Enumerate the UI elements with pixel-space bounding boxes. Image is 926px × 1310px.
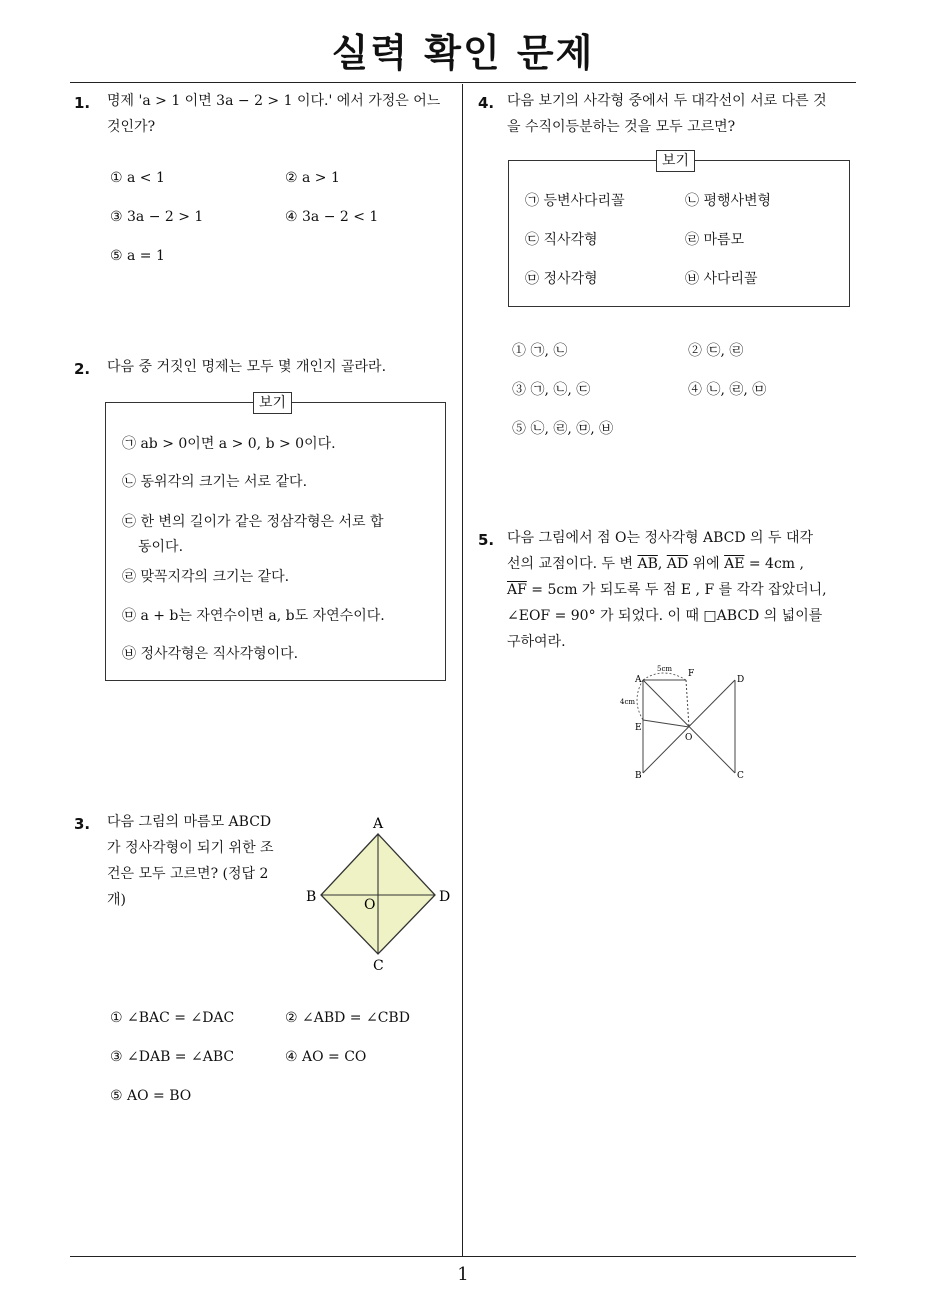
q1-choice-1[interactable]: ① a < 1: [110, 170, 165, 186]
bottom-rule: [70, 1256, 856, 1257]
q4-choice-3[interactable]: ③ ㉠, ㉡, ㉢: [512, 382, 591, 398]
q1-text-line2: 것인가?: [107, 119, 156, 135]
top-rule: [70, 82, 856, 83]
q1-text-line1: 명제 'a > 1 이면 3a − 2 > 1 이다.' 에서 가정은 어느: [107, 93, 441, 109]
label-d: D: [737, 675, 745, 685]
q2-number: 2.: [74, 360, 91, 378]
q2-bogi-item-6: ㉥ 정사각형은 직사각형이다.: [122, 646, 299, 662]
label-b: B: [635, 771, 642, 781]
q1-choice-5[interactable]: ⑤ a = 1: [110, 248, 165, 264]
q3-text-line2: 가 정사각형이 되기 위한 조: [107, 840, 274, 856]
label-o: O: [364, 897, 376, 913]
q4-text-line2: 을 수직이등분하는 것을 모두 고르면?: [507, 119, 736, 135]
page-number: 1: [457, 1264, 469, 1285]
q1-number: 1.: [74, 94, 91, 112]
q4-choice-2[interactable]: ② ㉢, ㉣: [688, 343, 744, 359]
q1-choice-4[interactable]: ④ 3a − 2 < 1: [285, 209, 379, 225]
q3-text-line3: 건은 모두 고르면? (정답 2: [107, 866, 269, 882]
q4-bogi-item-3: ㉢ 직사각형: [525, 232, 598, 248]
q2-bogi-item-3-cont: 동이다.: [138, 539, 184, 555]
label-c: C: [373, 958, 384, 974]
q4-bogi-label: 보기: [656, 150, 695, 172]
segment-af: $\overline{AF}$: [507, 582, 527, 598]
q3-text-line1: 다음 그림의 마름모 ABCD: [107, 814, 272, 830]
q4-choice-4[interactable]: ④ ㉡, ㉣, ㉤: [688, 382, 767, 398]
segment-eo: [643, 720, 689, 727]
label-f: F: [688, 669, 695, 679]
q5-text-line2: [507, 551, 804, 577]
q3-text-line4: 개): [107, 892, 126, 908]
label-e: E: [635, 723, 642, 733]
q4-choice-5[interactable]: ⑤ ㉡, ㉣, ㉤, ㉥: [512, 421, 614, 437]
q4-bogi-item-4: ㉣ 마름모: [685, 232, 745, 248]
segment-ae: $\overline{AE}$: [724, 556, 745, 572]
q5-line2-c: = 4cm ,: [748, 556, 804, 572]
q1-choice-2[interactable]: ② a > 1: [285, 170, 340, 186]
q3-choice-4[interactable]: ④ AO = CO: [285, 1049, 367, 1065]
q1-choice-3[interactable]: ③ 3a − 2 > 1: [110, 209, 204, 225]
q2-bogi-item-5: ㉤ a + b는 자연수이면 a, b도 자연수이다.: [122, 608, 385, 624]
q5-number: 5.: [478, 531, 495, 549]
q5-square-diagram: [615, 660, 755, 785]
q4-bogi-item-5: ㉤ 정사각형: [525, 271, 598, 287]
segment-ab: $\overline{AB}$: [637, 556, 658, 572]
q5-line3-b: = 5cm 가 되도록 두 점 E , F 를 각각 잡았더니,: [531, 582, 827, 598]
q4-number: 4.: [478, 94, 495, 112]
q5-sep: ,: [657, 556, 663, 572]
q2-text: 다음 중 거짓인 명제는 모두 몇 개인지 골라라.: [107, 359, 387, 375]
label-a: A: [373, 816, 384, 832]
segment-fo: [686, 680, 689, 727]
column-divider: [462, 84, 463, 1257]
q4-bogi-item-1: ㉠ 등변사다리꼴: [525, 193, 625, 209]
q3-choice-1[interactable]: ① ∠BAC = ∠DAC: [110, 1010, 235, 1026]
label-d: D: [439, 889, 451, 905]
brace-af: [643, 673, 686, 680]
segment-ad: $\overline{AD}$: [666, 556, 689, 572]
q3-choice-2[interactable]: ② ∠ABD = ∠CBD: [285, 1010, 410, 1026]
label-o: O: [685, 733, 693, 743]
q5-text-line5: 구하여라.: [507, 634, 566, 650]
q2-bogi-item-1: ㉠ ab > 0이면 a > 0, b > 0이다.: [122, 436, 336, 452]
q3-rhombus-diagram: [300, 812, 465, 977]
q4-text-line1: 다음 보기의 사각형 중에서 두 대각선이 서로 다른 것: [507, 93, 827, 109]
q3-choice-3[interactable]: ③ ∠DAB = ∠ABC: [110, 1049, 235, 1065]
q2-bogi-item-4: ㉣ 맞꼭지각의 크기는 같다.: [122, 569, 290, 585]
brace-ae: [637, 680, 643, 720]
label-a: A: [635, 675, 642, 685]
length-af: 5cm: [657, 665, 673, 673]
q5-line2-a: 선의 교점이다. 두 변: [507, 556, 633, 572]
q4-bogi-item-2: ㉡ 평행사변형: [685, 193, 772, 209]
q5-text-line1: 다음 그림에서 점 O는 정사각형 ABCD 의 두 대각: [507, 530, 814, 546]
q3-choice-5[interactable]: ⑤ AO = BO: [110, 1088, 192, 1104]
q5-text-line3: [507, 577, 827, 603]
q2-bogi-label: 보기: [253, 392, 292, 414]
page-title: 실력 확인 문제: [331, 31, 595, 75]
q2-bogi-item-2: ㉡ 동위각의 크기는 서로 같다.: [122, 474, 308, 490]
q2-bogi-item-3: ㉢ 한 변의 길이가 같은 정삼각형은 서로 합: [122, 514, 384, 530]
q4-bogi-item-6: ㉥ 사다리꼴: [685, 271, 758, 287]
q5-line2-b: 위에: [692, 556, 720, 572]
q3-number: 3.: [74, 815, 91, 833]
label-c: C: [737, 771, 744, 781]
q5-text-line4: ∠EOF = 90° 가 되었다. 이 때 □ABCD 의 넓이를: [507, 608, 823, 624]
label-b: B: [306, 889, 317, 905]
length-ae: 4cm: [620, 698, 636, 706]
q4-choice-1[interactable]: ① ㉠, ㉡: [512, 343, 568, 359]
